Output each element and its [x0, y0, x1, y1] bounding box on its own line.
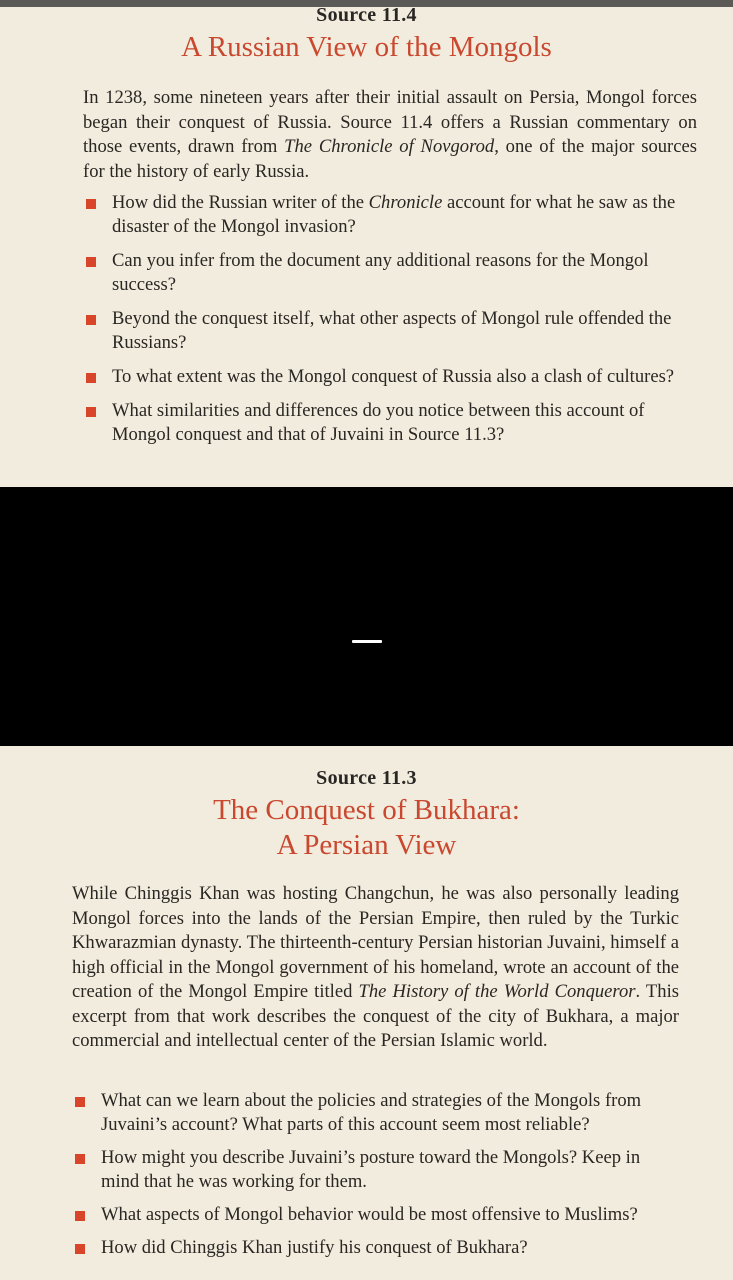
question-text: What aspects of Mongol behavior would be most offensive to Muslims?: [101, 1204, 638, 1225]
intro-text: . This excerpt from that work describes the conquest of the city of Bukhara, a major commercial and intellectual center of the Persian Islamic world.: [72, 981, 679, 1051]
square-bullet-icon: [86, 257, 96, 267]
list-item: [72, 1146, 679, 1194]
question-text: Can you infer from the document any additional reasons for the Mongol success?: [112, 250, 649, 295]
question-italic: Chronicle: [368, 192, 443, 213]
square-bullet-icon: [75, 1244, 85, 1254]
square-bullet-icon: [75, 1211, 85, 1221]
title-line: The Conquest of Bukhara:: [213, 794, 520, 826]
question-text: account for what he saw as the disaster of the Mongol invasion?: [112, 192, 676, 237]
question-text: What can we learn about the policies and strategies of the Mongols from Juvaini’s account? What parts of this account seem most reliable?: [101, 1090, 642, 1135]
intro-paragraph: [72, 882, 679, 1054]
square-bullet-icon: [75, 1097, 85, 1107]
list-item: [83, 191, 697, 239]
intro-paragraph: [83, 86, 697, 184]
question-text: Beyond the conquest itself, what other aspects of Mongol rule offended the Russians?: [112, 308, 672, 353]
square-bullet-icon: [75, 1154, 85, 1164]
intro-italic-title: The History of the World Conqueror: [358, 981, 636, 1002]
square-bullet-icon: [86, 199, 96, 209]
page-title: A Russian View of the Mongols: [181, 31, 552, 63]
list-item: [83, 249, 697, 297]
dash-icon: [352, 640, 382, 643]
intro-text: While Chinggis Khan was hosting Changchun, he was also personally leading Mongol forces into the lands of the Persian Empire, then ruled by the Turkic Khwarazmian dynasty. The thirteenth-century Persian historian Juvaini, himself a high official in the Mongol government of his homeland, wrote an account of the creation of the Mongol Empire titled: [72, 883, 679, 1002]
intro-text: , one of the major sources for the history of early Russia.: [83, 136, 697, 182]
list-item: [83, 307, 697, 355]
square-bullet-icon: [86, 373, 96, 383]
list-item: [72, 1203, 679, 1227]
question-text: How might you describe Juvaini’s posture toward the Mongols? Keep in mind that he was working for them.: [101, 1147, 641, 1192]
square-bullet-icon: [86, 407, 96, 417]
list-item: [72, 1089, 679, 1137]
title-line: A Persian View: [276, 829, 457, 861]
source-11-4-page: [0, 4, 733, 487]
intro-italic-title: The Chronicle of Novgorod: [284, 136, 495, 157]
question-text: What similarities and differences do you notice between this account of Mongol conquest and that of Juvaini in Source 11.3?: [112, 400, 645, 445]
source-label: Source 11.4: [316, 4, 417, 26]
source-11-3-page: [0, 746, 733, 1280]
question-text: To what extent was the Mongol conquest of Russia also a clash of cultures?: [112, 366, 675, 387]
question-text: How did Chinggis Khan justify his conquest of Bukhara?: [101, 1237, 528, 1258]
question-list: [83, 191, 697, 457]
square-bullet-icon: [86, 315, 96, 325]
intro-text: In 1238, some nineteen years after their initial assault on Persia, Mongol forces began their conquest of Russia. Source 11.4 offers a Russian commentary on those events, drawn from: [83, 87, 697, 157]
list-item: [83, 365, 697, 389]
page-divider: [0, 487, 733, 746]
question-text: How did the Russian writer of the: [112, 192, 369, 213]
list-item: [72, 1236, 679, 1260]
page-title: [0, 793, 733, 863]
source-label: Source 11.3: [316, 767, 417, 789]
question-list: [72, 1089, 679, 1269]
list-item: [83, 399, 697, 447]
